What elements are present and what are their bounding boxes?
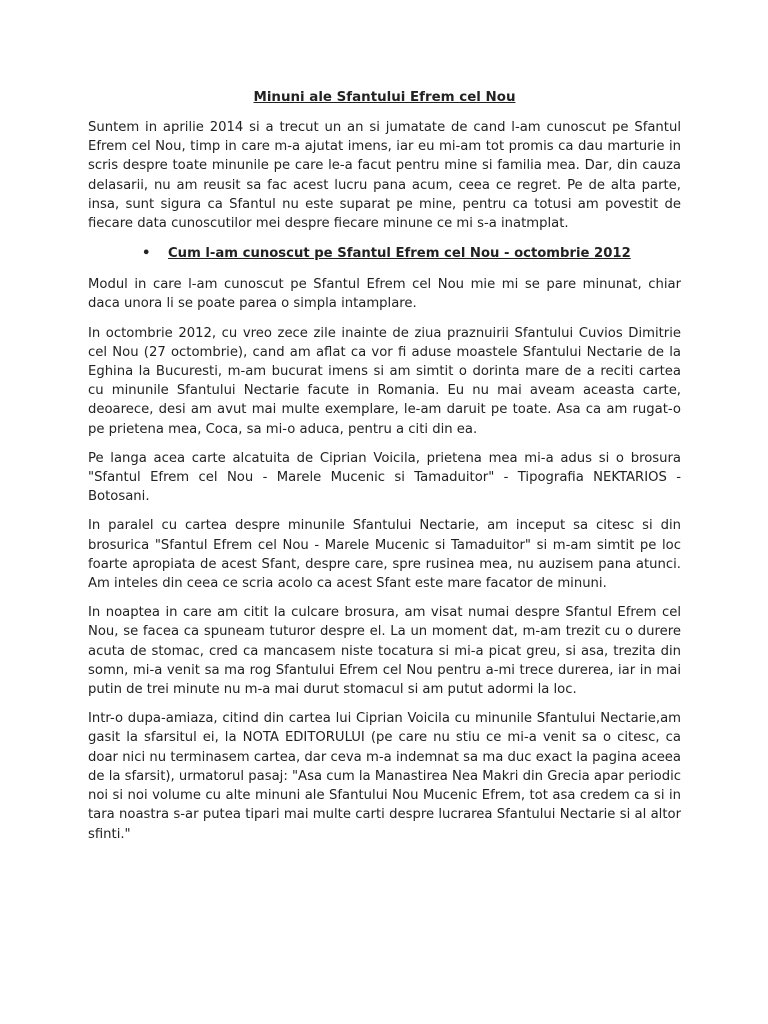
bullet-icon: • <box>142 246 151 262</box>
body-paragraph: In paralel cu cartea despre minunile Sfantului Nectarie, am inceput sa citesc si din brosurica "Sfantul Efrem cel Nou - Marele Mucenic si Tamaduitor" si m-am simtit pe loc foarte apropiata de acest Sfant, despre care, spre rusinea mea, nu auzisem pana atunci. Am inteles din ceea ce scria acolo ca acest Sfant este mare facator de minuni. <box>88 518 681 592</box>
body-paragraph: Pe langa acea carte alcatuita de Ciprian Voicila, prietena mea mi-a adus si o brosura "Sfantul Efrem cel Nou - Marele Mucenic si Tamaduitor" - Tipografia NEKTARIOS - Botosani. <box>88 450 681 505</box>
body-paragraph: In noaptea in care am citit la culcare brosura, am visat numai despre Sfantul Efrem cel Nou, se facea ca spuneam tuturor despre el. La un moment dat, m-am trezit cu o durere acuta de stomac, cred ca mancasem niste tocatura si mi-a picat greu, si asa, trezita din somn, mi-a venit sa ma rog Sfantului Efrem cel Nou pentru a-mi trece durerea, iar in mai putin de trei minute nu m-a mai durut stomacul si am putut adormi la loc. <box>88 605 681 698</box>
section-heading-text: Cum l-am cunoscut pe Sfantul Efrem cel Nou - octombrie 2012 <box>168 246 631 262</box>
body-paragraph: Modul in care l-am cunoscut pe Sfantul Efrem cel Nou mie mi se pare minunat, chiar daca unora li se poate parea o simpla intamplare. <box>88 277 681 312</box>
intro-paragraph: Suntem in aprilie 2014 si a trecut un an si jumatate de cand l-am cunoscut pe Sfantul Efrem cel Nou, timp in care m-a ajutat imens, iar eu mi-am tot promis ca dau marturie in scris despre toate minunile pe care le-a facut pentru mine si familia mea. Dar, din cauza delasarii, nu am reusit sa fac acest lucru pana acum, ceea ce regret. Pe de alta parte, insa, sunt sigura ca Sfantul nu este suparat pe mine, pentru ca totusi am povestit de fiecare data cunoscutilor mei despre fiecare minune ce mi s-a inatmplat. <box>88 120 681 232</box>
body-paragraph: Intr-o dupa-amiaza, citind din cartea lui Ciprian Voicila cu minunile Sfantului Nectarie,am gasit la sfarsitul ei, la NOTA EDITORULUI (pe care nu stiu ce mi-a venit sa o citesc, ca doar nici nu terminasem cartea, dar ceva m-a indemnat sa ma duc exact la pagina aceea de la sfarsit), urmatorul pasaj: "Asa cum la Manastirea Nea Makri din Grecia apar periodic noi si noi volume cu alte minuni ale Sfantului Nou Mucenic Efrem, tot asa credem ca si in tara noastra s-ar putea tipari mai multe carti despre lucrarea Sfantului Nectarie si al altor sfinti." <box>88 711 681 842</box>
body-paragraph: In octombrie 2012, cu vreo zece zile inainte de ziua praznuirii Sfantului Cuvios Dimitrie cel Nou (27 octombrie), cand am aflat ca vor fi aduse moastele Sfantului Nectarie de la Eghina la Bucuresti, m-am bucurat imens si am simtit o dorinta mare de a reciti cartea cu minunile Sfantului Nectarie facute in Romania. Eu nu mai aveam aceasta carte, deoarece, desi am avut mai multe exemplare, le-am daruit pe toate. Asa ca am rugat-o pe prietena mea, Coca, sa mi-o aduca, pentru a citi din ea. <box>88 325 681 437</box>
document-title: Minuni ale Sfantului Efrem cel Nou <box>253 90 516 105</box>
document-page <box>88 88 681 854</box>
section-heading <box>88 243 681 265</box>
